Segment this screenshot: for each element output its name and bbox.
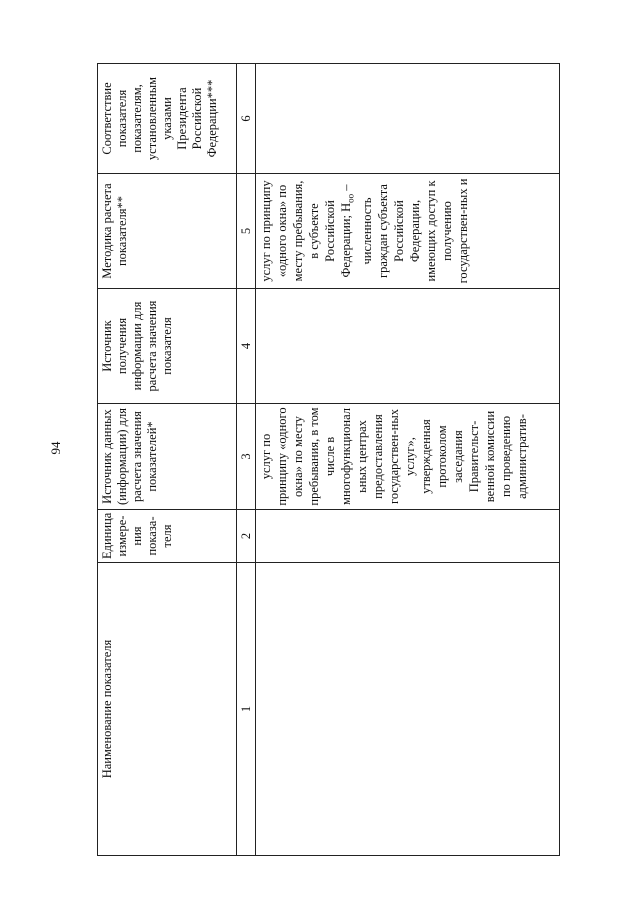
rotated-table-container: [97, 64, 568, 856]
column-number-row: [237, 64, 256, 856]
column-number: 4: [237, 289, 256, 404]
table-row: [256, 64, 560, 856]
cell-presidential-compliance: [256, 64, 560, 174]
cell-data-source: услуг по принципу «одного окна» по месту пребывания, в том числе в многофункционал ьных центрах предоставления государствен-ных услуг», утвержденная протоколом заседания Правительст-венной комиссии по проведению административ-: [256, 404, 560, 510]
rotated-table-area: [97, 64, 568, 856]
page-number: 94: [48, 441, 63, 455]
indicators-table: [97, 63, 560, 856]
column-number: 2: [237, 510, 256, 563]
header-info-source: Источник получения информации для расчета значения показателя: [98, 289, 237, 404]
methodology-text-end: – численность граждан субъекта Российской Федерации, имеющих доступ к получению государствен-ных и: [339, 178, 470, 284]
methodology-text-start: услуг по принципу «одного окна» по месту пребывания, в субъекте Российской Федерации; Н: [259, 180, 353, 282]
column-number: 5: [237, 174, 256, 289]
header-methodology: Методика расчета показателя**: [98, 174, 237, 289]
column-number: 1: [237, 563, 256, 856]
header-row: [98, 64, 237, 856]
column-number: 6: [237, 64, 256, 174]
cell-unit: [256, 510, 560, 563]
cell-indicator-name: [256, 563, 560, 856]
header-unit: Единица измере-ния показа-теля: [98, 510, 237, 563]
header-data-source: Источник данных (информации) для расчета значения показателей*: [98, 404, 237, 510]
methodology-subscript: оо: [345, 193, 356, 203]
header-indicator-name: Наименование показателя: [98, 563, 237, 856]
cell-info-source: [256, 289, 560, 404]
cell-methodology: [256, 174, 560, 289]
header-presidential-compliance: Соответствие показателя показателям, установленным указами Президента Российской Федерации***: [98, 64, 237, 174]
column-number: 3: [237, 404, 256, 510]
